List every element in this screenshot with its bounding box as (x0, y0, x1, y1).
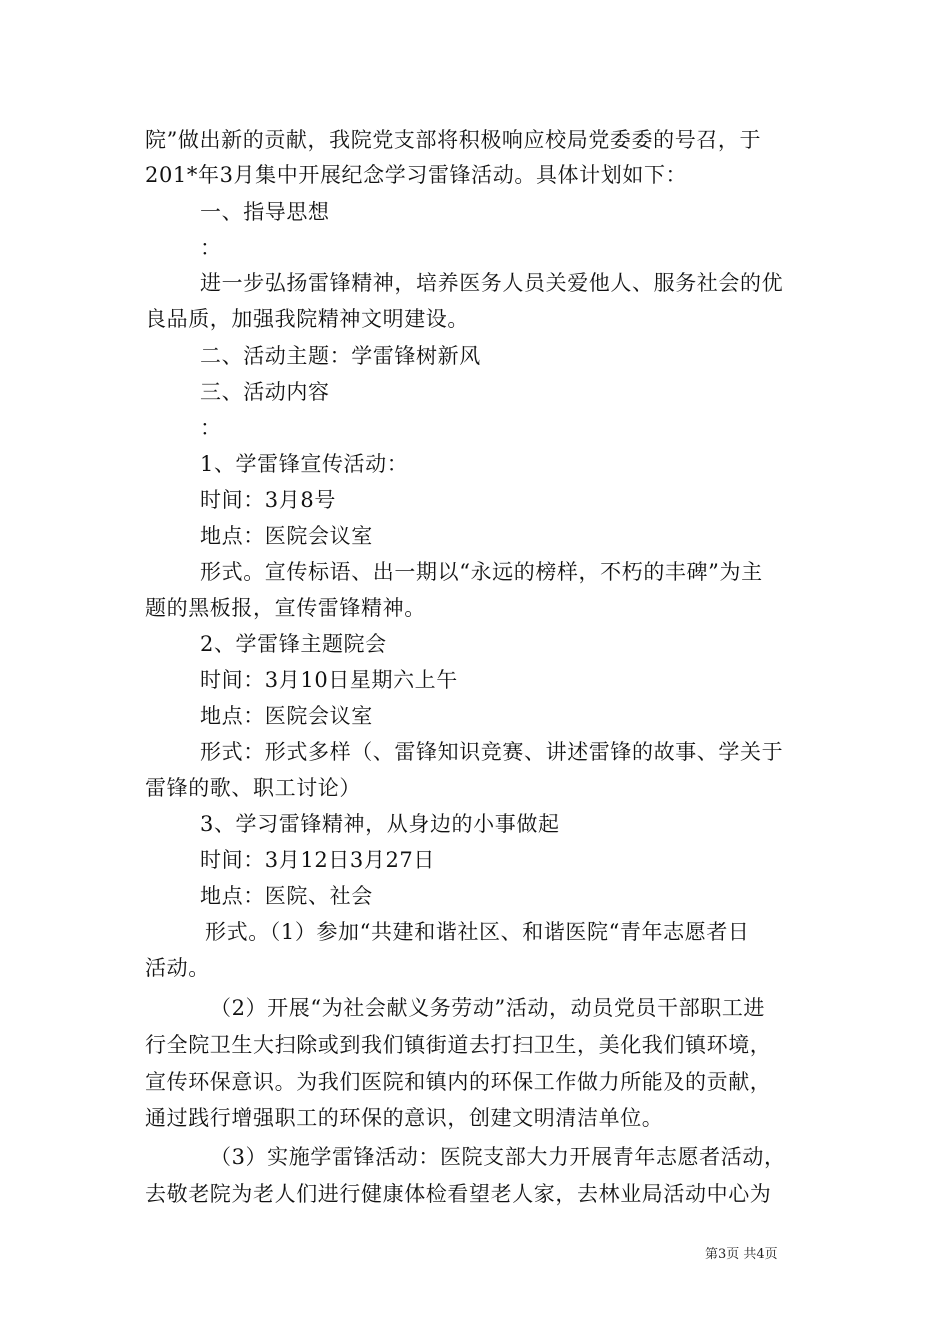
text-line: 时间：3月8号 (200, 488, 336, 512)
section-heading: 一、指导思想 (200, 200, 330, 224)
text-line: 良品质，加强我院精神文明建设。 (145, 307, 469, 331)
section-heading: 三、活动内容 (200, 380, 330, 404)
text-line: 通过践行增强职工的环保的意识，创建文明清洁单位。 (145, 1106, 664, 1130)
text-line: 题的黑板报，宣传雷锋精神。 (145, 596, 426, 620)
text-line: 地点：医院会议室 (200, 704, 373, 728)
text-line: 行全院卫生大扫除或到我们镇街道去打扫卫生，美化我们镇环境， (145, 1033, 772, 1057)
text-line: 时间：3月10日星期六上午 (200, 668, 458, 692)
text-line: 地点：医院会议室 (200, 524, 373, 548)
subsection-heading: 2、学雷锋主题院会 (200, 632, 387, 656)
text-line: 院”做出新的贡献，我院党支部将积极响应校局党委委的号召，于 (145, 128, 762, 152)
text-line: 地点：医院、社会 (200, 884, 373, 908)
subsection-heading: 1、学雷锋宣传活动： (200, 452, 409, 476)
text-line: 时间：3月12日3月27日 (200, 848, 435, 872)
text-line: 进一步弘扬雷锋精神，培养医务人员关爱他人、服务社会的优 (200, 271, 784, 295)
text-line: 201*年3月集中开展纪念学习雷锋活动。具体计划如下： (145, 163, 688, 187)
text-line: ： (200, 416, 222, 440)
text-line: 形式。宣传标语、出一期以“永远的榜样，不朽的丰碑”为主 (200, 560, 763, 584)
text-line: 宣传环保意识。为我们医院和镇内的环保工作做力所能及的贡献， (145, 1070, 772, 1094)
text-line: （3）实施学雷锋活动：医院支部大力开展青年志愿者活动， (210, 1145, 786, 1169)
section-heading: 二、活动主题：学雷锋树新风 (200, 344, 481, 368)
text-line: ： (200, 236, 222, 260)
text-line: （2）开展“为社会献义务劳动”活动，动员党员干部职工进 (210, 996, 766, 1020)
subsection-heading: 3、学习雷锋精神，从身边的小事做起 (200, 812, 560, 836)
text-line: 活动。 (145, 956, 210, 980)
text-line: 去敬老院为老人们进行健康体检看望老人家，去林业局活动中心为 (145, 1182, 772, 1206)
text-line: 形式。（1）参加“共建和谐社区、和谐医院“青年志愿者日 (205, 920, 750, 944)
page-number: 第3页 共4页 (705, 1247, 778, 1262)
text-line: 雷锋的歌、职工讨论） (145, 776, 361, 800)
text-line: 形式：形式多样（、雷锋知识竞赛、讲述雷锋的故事、学关于 (200, 740, 784, 764)
